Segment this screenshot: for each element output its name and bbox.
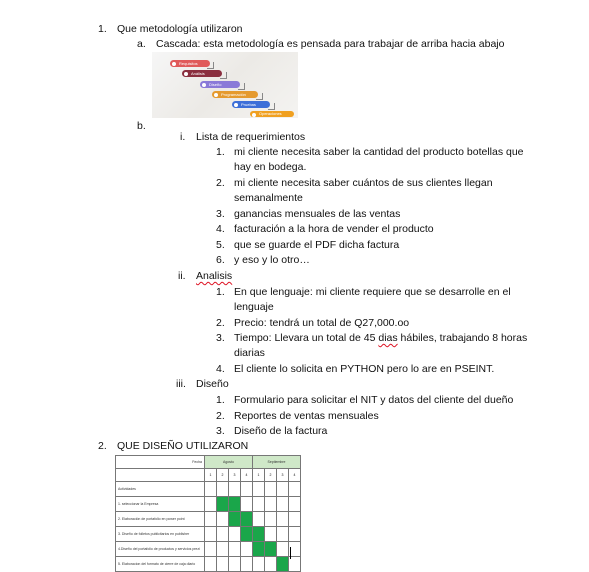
- gantt-activity-label: 2. Elaboración de portafolio en power point: [116, 512, 205, 527]
- waterfall-step: Análisis: [182, 70, 222, 77]
- gantt-cell: [289, 527, 301, 542]
- gantt-bar-cell: [241, 512, 253, 527]
- gantt-bar-cell: [253, 527, 265, 542]
- req-number: 5.: [216, 239, 225, 251]
- waterfall-diagram-image: [152, 52, 298, 118]
- q1a-letter: a.: [137, 38, 146, 50]
- q1-number: 1.: [98, 23, 107, 35]
- gantt-cell: [265, 497, 277, 512]
- req-number: 1.: [216, 146, 225, 158]
- gantt-cell: [229, 527, 241, 542]
- gantt-week-header: 3: [277, 469, 289, 482]
- gantt-month-header: Septiembre: [253, 456, 301, 469]
- gantt-cell: [241, 557, 253, 572]
- analysis-number: 1.: [216, 286, 225, 298]
- gantt-cell: [205, 542, 217, 557]
- gantt-cell: [217, 527, 229, 542]
- waterfall-step: Pruebas: [232, 101, 270, 108]
- q1-text: Que metodología utilizaron: [117, 23, 243, 35]
- req-number: 6.: [216, 254, 225, 266]
- section-i-title: Lista de requerimientos: [196, 131, 306, 143]
- gantt-cell: [277, 542, 289, 557]
- gantt-cell: [253, 497, 265, 512]
- gantt-bar-cell: [253, 542, 265, 557]
- analysis-number: 2.: [216, 317, 225, 329]
- gantt-week-header: 4: [241, 469, 253, 482]
- waterfall-arrow-icon: [220, 72, 227, 79]
- q1b-letter: b.: [137, 120, 146, 132]
- gantt-cell: [205, 512, 217, 527]
- design-text: Reportes de ventas mensuales: [234, 410, 379, 422]
- req-number: 2.: [216, 177, 225, 189]
- analysis-text: En que lenguaje: mi cliente requiere que se desarrolle en el: [234, 286, 511, 298]
- req-text-cont: hay en bodega.: [234, 161, 307, 173]
- design-number: 3.: [216, 425, 225, 437]
- analysis-text-cont: lenguaje: [234, 301, 274, 313]
- gantt-cell: [205, 497, 217, 512]
- section-ii-number: ii.: [178, 270, 186, 282]
- section-iii-title: Diseño: [196, 378, 229, 390]
- gantt-bar-cell: [217, 497, 229, 512]
- gantt-cell: [229, 542, 241, 557]
- gantt-fecha-label: Fecha: [116, 456, 205, 469]
- section-iii-number: iii.: [176, 378, 186, 390]
- analysis-text: El cliente lo solicita en PYTHON pero lo are en PSEINT.: [234, 363, 495, 375]
- gantt-header-spacer: [116, 469, 205, 482]
- gantt-cell: [289, 512, 301, 527]
- gantt-bar-cell: [277, 557, 289, 572]
- gantt-cell: [265, 527, 277, 542]
- analysis-text: Precio: tendrá un total de Q27,000.oo: [234, 317, 410, 329]
- req-text: ganancias mensuales de las ventas: [234, 208, 401, 220]
- gantt-cell: [277, 527, 289, 542]
- text-cursor: [290, 547, 291, 559]
- req-text: facturación a la hora de vender el producto: [234, 223, 434, 235]
- req-text-cont: semanalmente: [234, 192, 303, 204]
- section-i-number: i.: [180, 131, 186, 143]
- gantt-row: [116, 542, 301, 557]
- q1a-text: Cascada: esta metodología es pensada para trabajar de arriba hacia abajo: [156, 38, 505, 50]
- waterfall-step: Operaciones: [250, 111, 294, 117]
- gantt-cell: [265, 557, 277, 572]
- req-number: 4.: [216, 223, 225, 235]
- design-number: 2.: [216, 410, 225, 422]
- gantt-week-header: 1: [253, 469, 265, 482]
- analysis-number: 3.: [216, 332, 225, 344]
- spell-check-word: dias: [378, 332, 398, 344]
- gantt-cell: [253, 512, 265, 527]
- waterfall-step: Programación: [212, 91, 258, 98]
- gantt-week-header: 3: [229, 469, 241, 482]
- gantt-week-header: 2: [265, 469, 277, 482]
- req-number: 3.: [216, 208, 225, 220]
- gantt-cell: [277, 512, 289, 527]
- gantt-row: [116, 527, 301, 542]
- gantt-cell: [277, 497, 289, 512]
- analysis-text-cont: diarias: [234, 347, 265, 359]
- req-text: mi cliente necesita saber cuántos de sus clientes llegan: [234, 177, 493, 189]
- gantt-cell: [217, 557, 229, 572]
- req-text: mi cliente necesita saber la cantidad del producto botellas que: [234, 146, 524, 158]
- gantt-cell: [229, 557, 241, 572]
- gantt-month-header: Agosto: [205, 456, 253, 469]
- gantt-activity-label: 5. Elaboracion del formato de cierre de caja diario: [116, 557, 205, 572]
- waterfall-arrow-icon: [256, 93, 263, 100]
- gantt-row: [116, 557, 301, 572]
- gantt-week-header: 2: [217, 469, 229, 482]
- q2-text: QUE DISEÑO UTILIZARON: [117, 440, 249, 452]
- gantt-row: [116, 497, 301, 512]
- gantt-bar-cell: [265, 542, 277, 557]
- gantt-cell: [241, 542, 253, 557]
- req-text: que se guarde el PDF dicha factura: [234, 239, 400, 251]
- gantt-row: [116, 512, 301, 527]
- analysis-number: 4.: [216, 363, 225, 375]
- waterfall-arrow-icon: [207, 62, 214, 69]
- gantt-week-header: 4: [289, 469, 301, 482]
- section-ii-title: Analisis: [196, 270, 233, 282]
- gantt-cell: [205, 527, 217, 542]
- gantt-bar-cell: [229, 497, 241, 512]
- analysis-text: Tiempo: Llevara un total de 45 dias hábiles, trabajando 8 horas: [234, 332, 528, 344]
- req-text: y eso y lo otro…: [234, 254, 310, 266]
- gantt-bar-cell: [229, 512, 241, 527]
- gantt-chart-image: [115, 455, 301, 572]
- gantt-cell: [205, 557, 217, 572]
- gantt-cell: [217, 512, 229, 527]
- gantt-cell: [253, 557, 265, 572]
- gantt-activity-label: 3. Diseño de folletos publicitarios en publisher: [116, 527, 205, 542]
- q2-number: 2.: [98, 440, 107, 452]
- gantt-activities-header: Actividades: [116, 482, 205, 497]
- gantt-bar-cell: [241, 527, 253, 542]
- gantt-cell: [241, 497, 253, 512]
- gantt-activity-label: 1. seleccionar la Empresa: [116, 497, 205, 512]
- waterfall-step: Requisitos: [170, 60, 210, 67]
- gantt-cell: [265, 512, 277, 527]
- design-text: Diseño de la factura: [234, 425, 328, 437]
- gantt-week-header: 1: [205, 469, 217, 482]
- gantt-cell: [289, 497, 301, 512]
- design-number: 1.: [216, 394, 225, 406]
- design-text: Formulario para solicitar el NIT y datos del cliente del dueño: [234, 394, 514, 406]
- waterfall-arrow-icon: [268, 103, 275, 110]
- gantt-activity-label: 4.Diseño del portafolio de productos y servicios prezi: [116, 542, 205, 557]
- waterfall-arrow-icon: [238, 83, 245, 90]
- waterfall-step: Diseño: [200, 81, 240, 88]
- gantt-cell: [217, 542, 229, 557]
